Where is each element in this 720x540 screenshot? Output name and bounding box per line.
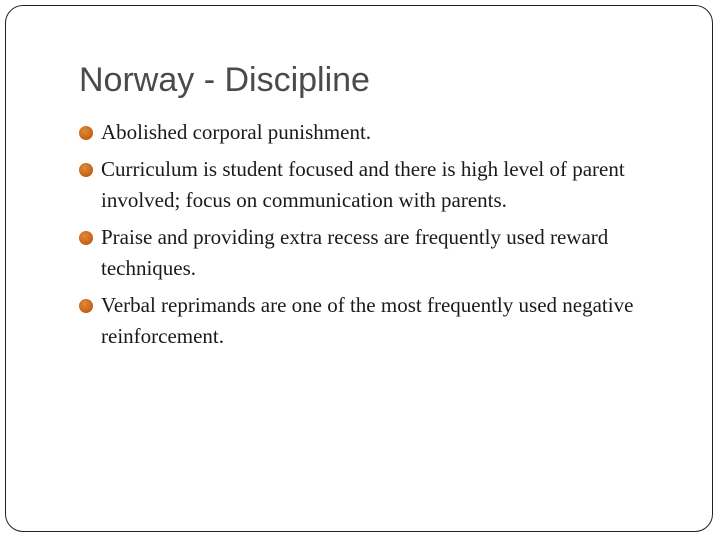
bullet-item-3 (79, 222, 689, 284)
bullet-dot-icon (79, 231, 93, 245)
slide-title: Norway - Discipline (79, 61, 370, 99)
bullet-item-2 (79, 154, 689, 216)
bullet-item-4 (79, 290, 689, 352)
bullet-dot-icon (79, 299, 93, 313)
bullet-text: Praise and providing extra recess are frequently used reward techniques. (101, 225, 609, 280)
bullet-dot-icon (79, 163, 93, 177)
bullet-dot-icon (79, 126, 93, 140)
bullet-text: Curriculum is student focused and there is high level of parent involved; focus on communication with parents. (101, 157, 625, 212)
bullet-text: Abolished corporal punishment. (101, 120, 372, 144)
bullet-list (79, 117, 689, 358)
bullet-text: Verbal reprimands are one of the most frequently used negative reinforcement. (101, 293, 634, 348)
bullet-item-1 (79, 117, 689, 148)
